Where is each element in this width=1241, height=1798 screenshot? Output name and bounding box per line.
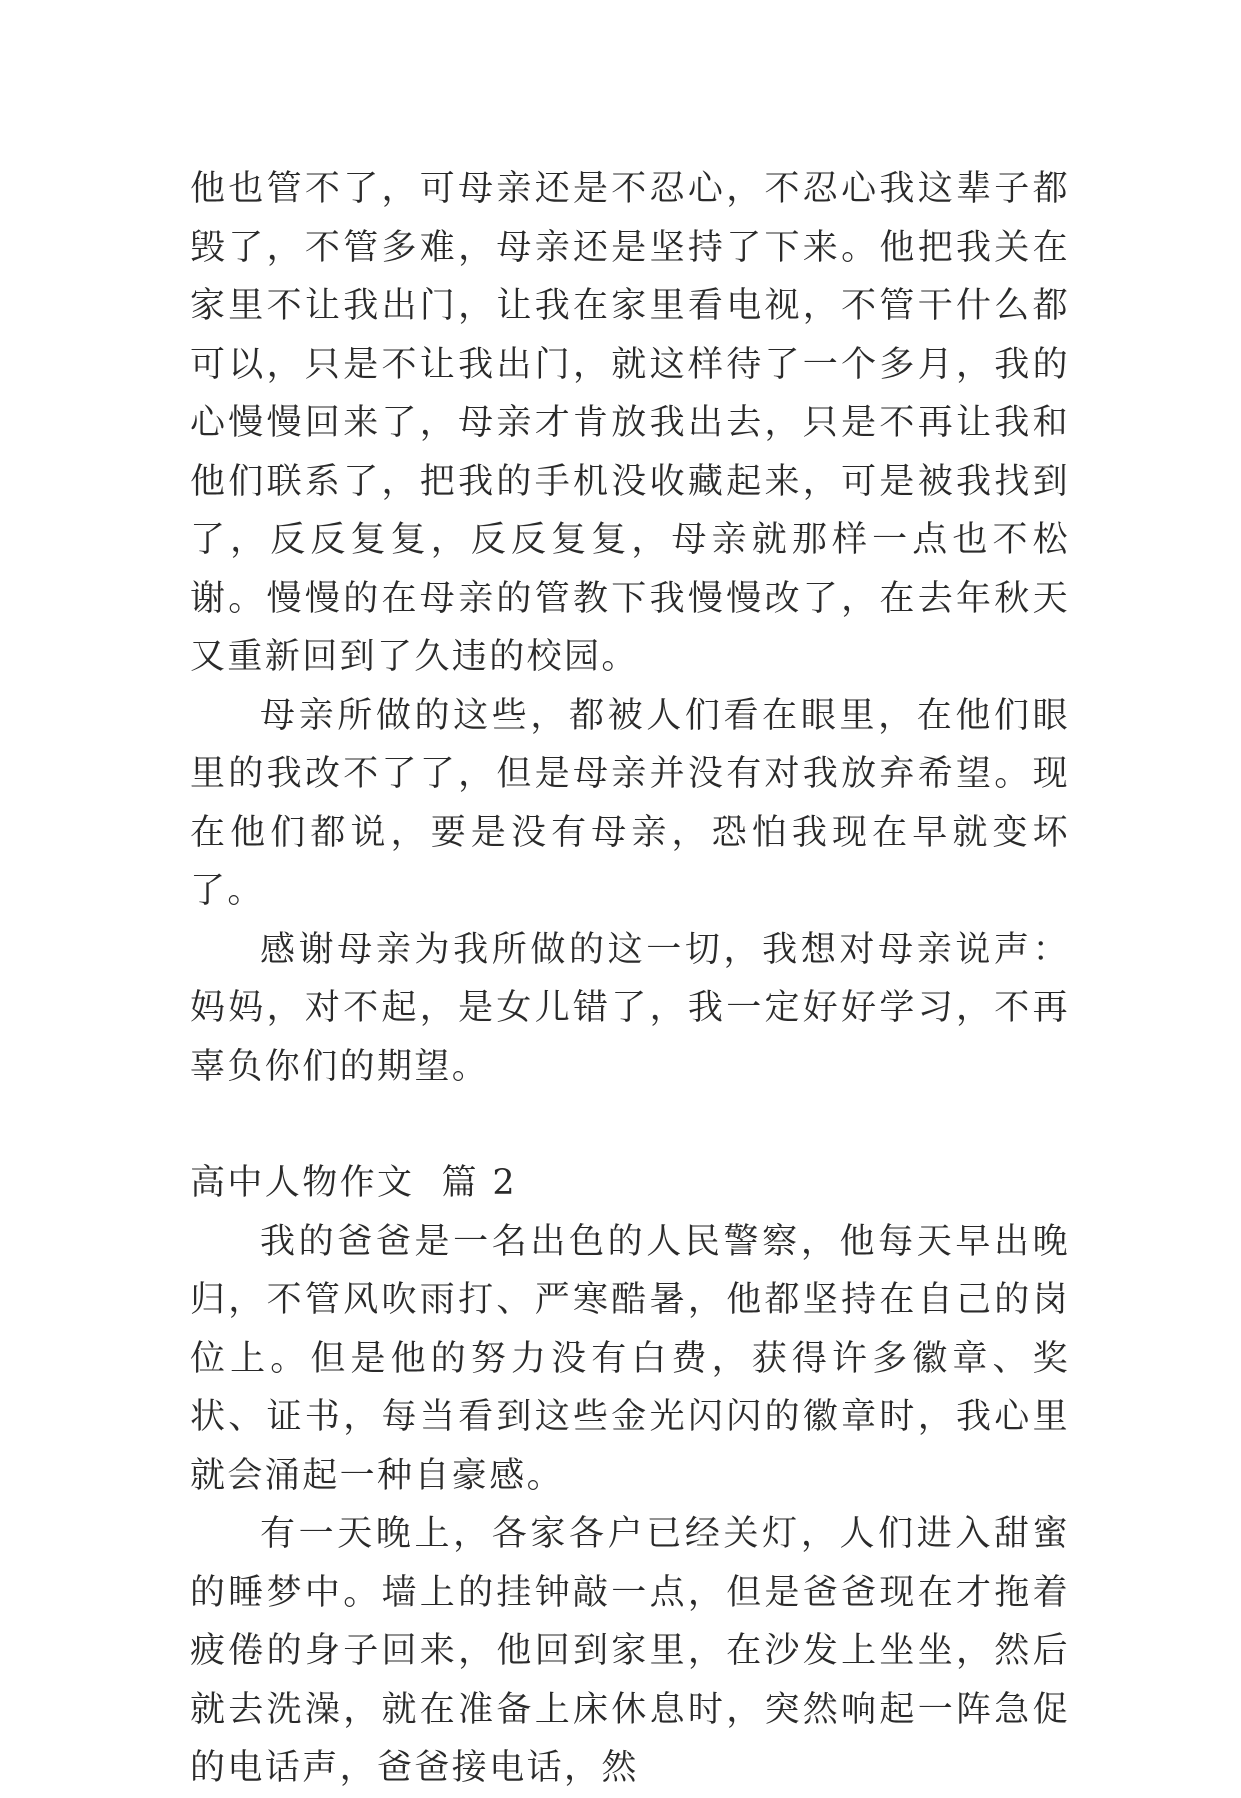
paragraph: 母亲所做的这些，都被人们看在眼里，在他们眼里的我改不了了，但是母亲并没有对我放弃希望。现在他们都说，要是没有母亲，恐怕我现在早就变坏了。 xyxy=(190,695,1070,911)
paragraph: 感谢母亲为我所做的这一切，我想对母亲说声：妈妈，对不起，是女儿错了，我一定好好学习，不再辜负你们的期望。 xyxy=(190,929,1070,1087)
paragraph-continued: 他也管不了，可母亲还是不忍心，不忍心我这辈子都毁了，不管多难，母亲还是坚持了下来。他把我关在家里不让我出门，让我在家里看电视，不管干什么都可以，只是不让我出门，就这样待了一个多月，我的心慢慢回来了，母亲才肯放我出去，只是不再让我和他们联系了，把我的手机没收藏起来，可是被我找到了，反反复复，反反复复，母亲就那样一点也不松谢。慢慢的在母亲的管教下我慢慢改了，在去年秋天又重新回到了久违的校园。 xyxy=(190,169,1070,677)
document-body xyxy=(190,160,1070,1798)
section-heading: 高中人物作文 篇 2 xyxy=(190,1163,518,1203)
paragraph: 我的爸爸是一名出色的人民警察，他每天早出晚归，不管风吹雨打、严寒酷暑，他都坚持在自己的岗位上。但是他的努力没有白费，获得许多徽章、奖状、证书，每当看到这些金光闪闪的徽章时，我心里就会涌起一种自豪感。 xyxy=(190,1221,1070,1496)
paragraph: 有一天晚上，各家各户已经关灯，人们进入甜蜜的睡梦中。墙上的挂钟敲一点，但是爸爸现在才拖着疲倦的身子回来，他回到家里，在沙发上坐坐，然后就去洗澡，就在准备上床休息时，突然响起一阵急促的电话声，爸爸接电话，然 xyxy=(190,1514,1070,1788)
